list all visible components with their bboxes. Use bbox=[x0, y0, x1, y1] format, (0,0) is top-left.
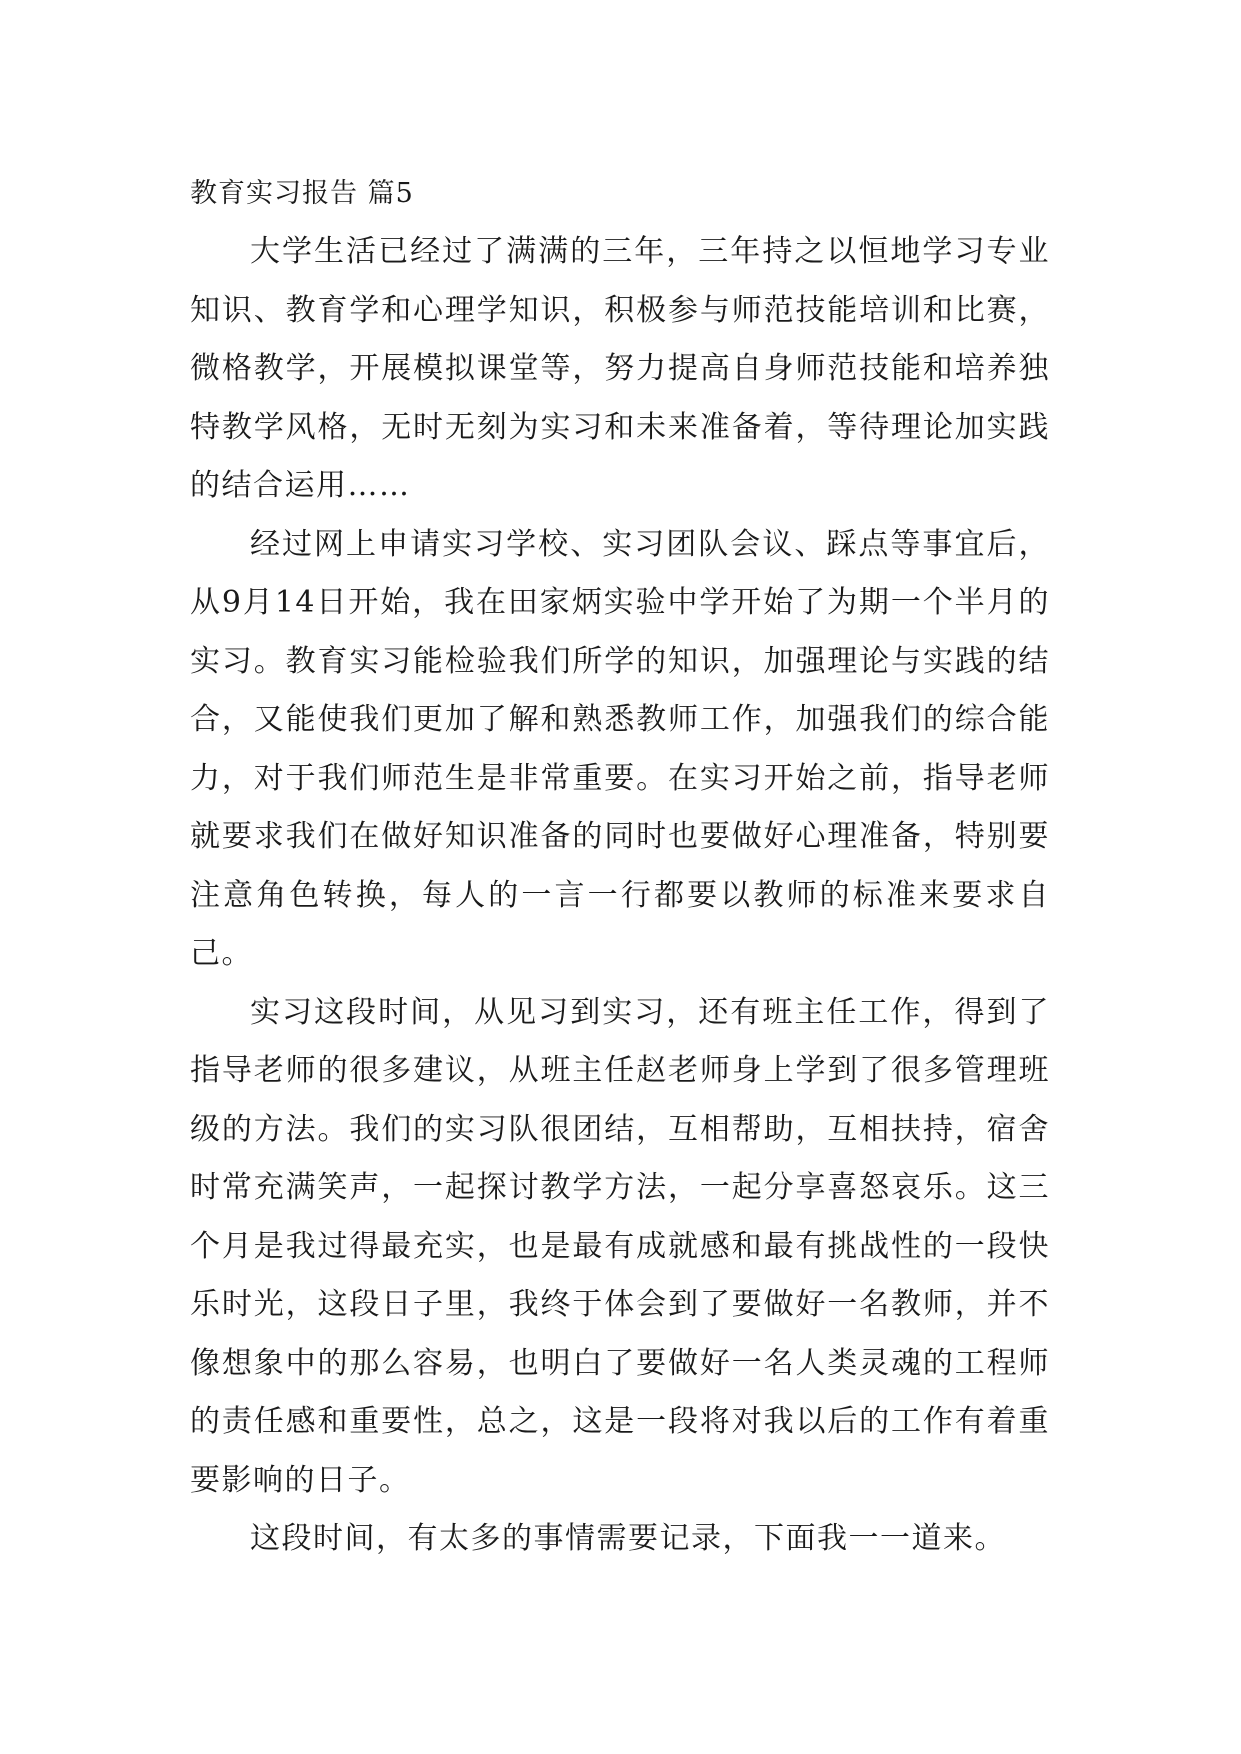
paragraph-2: 经过网上申请实习学校、实习团队会议、踩点等事宜后，从9月14日开始，我在田家炳实验中学开始了为期一个半月的实习。教育实习能检验我们所学的知识，加强理论与实践的结合，又能使我们更加了解和熟悉教师工作，加强我们的综合能力，对于我们师范生是非常重要。在实习开始之前，指导老师就要求我们在做好知识准备的同时也要做好心理准备，特别要注意角色转换，每人的一言一行都要以教师的标准来要求自己。 bbox=[190, 526, 1050, 971]
paragraph-1: 大学生活已经过了满满的三年，三年持之以恒地学习专业知识、教育学和心理学知识，积极参与师范技能培训和比赛，微格教学，开展模拟课堂等，努力提高自身师范技能和培养独特教学风格，无时无刻为实习和未来准备着，等待理论加实践的结合运用…… bbox=[190, 234, 1050, 503]
document-body bbox=[190, 165, 1050, 1569]
paragraph-3: 实习这段时间，从见习到实习，还有班主任工作，得到了指导老师的很多建议，从班主任赵老师身上学到了很多管理班级的方法。我们的实习队很团结，互相帮助，互相扶持，宿舍时常充满笑声，一起探讨教学方法，一起分享喜怒哀乐。这三个月是我过得最充实，也是最有成就感和最有挑战性的一段快乐时光，这段日子里，我终于体会到了要做好一名教师，并不像想象中的那么容易，也明白了要做好一名人类灵魂的工程师的责任感和重要性，总之，这是一段将对我以后的工作有着重要影响的日子。 bbox=[190, 994, 1050, 1498]
paragraph-4: 这段时间，有太多的事情需要记录，下面我一一道来。 bbox=[250, 1521, 1006, 1556]
document-title: 教育实习报告 篇5 bbox=[190, 178, 414, 209]
